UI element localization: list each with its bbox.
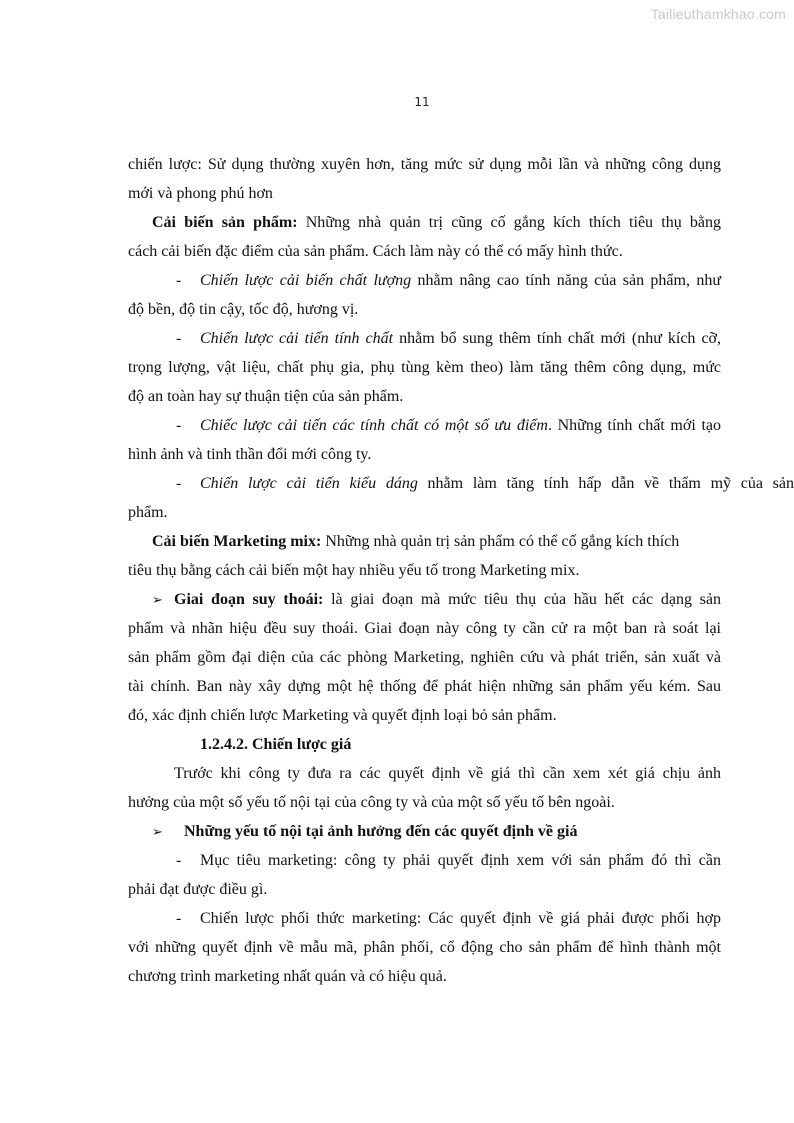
list-item: - Chiến lược cải tiến tính chất nhằm bổ sung thêm tính chất mới (như kích cỡ,	[128, 324, 721, 353]
decline-stage-item: ➢ Giai đoạn suy thoái: là giai đoạn mà mức tiêu thụ của hầu hết các dạng sản	[128, 585, 721, 614]
paragraph-line: chiến lược: Sử dụng thường xuyên hơn, tăng mức sử dụng mỗi lần và những công dụng	[128, 156, 721, 173]
paragraph-line: hưởng của một số yếu tố nội tại của công ty và của một số yếu tố bên ngoài.	[128, 794, 615, 811]
list-item: - Chiến lược phối thức marketing: Các quyết định về giá phải được phối hợp	[128, 904, 721, 933]
paragraph-line: phẩm.	[128, 504, 168, 521]
document-body	[128, 150, 794, 991]
italic-term: Chiến lược cải biến chất lượng	[200, 272, 412, 289]
bold-term: Cải biến sản phẩm:	[152, 214, 298, 231]
paragraph-line: độ an toàn hay sự thuận tiện của sản phẩm.	[128, 388, 404, 405]
paragraph-line: chương trình marketing nhất quán và có hiệu quả.	[128, 968, 447, 985]
paragraph-line: trọng lượng, vật liệu, chất phụ gia, phụ tùng kèm theo) làm tăng thêm công dụng, mức	[128, 359, 721, 376]
bold-term: Cải biến Marketing mix:	[152, 533, 322, 550]
watermark: Tailieuthamkhao.com	[650, 6, 786, 22]
marketing-mix-paragraph: Cải biến Marketing mix: Những nhà quản trị sản phẩm có thể cố gắng kích thích	[152, 533, 680, 550]
product-modification-paragraph: Cải biến sản phẩm: Những nhà quản trị cũng cố gắng kích thích tiêu thụ bằng	[152, 214, 721, 231]
dash-bullet: -	[176, 910, 182, 927]
italic-term: Chiến lược cải tiến tính chất	[200, 330, 394, 347]
paragraph-line: Trước khi công ty đưa ra các quyết định về giá thì cần xem xét giá chịu ảnh	[174, 765, 721, 782]
paragraph-line: với những quyết định về mẫu mã, phân phối, cổ động cho sản phẩm để hình thành một	[128, 939, 721, 956]
paragraph-line: đó, xác định chiến lược Marketing và quyết định loại bỏ sản phẩm.	[128, 707, 557, 724]
dash-bullet: -	[176, 852, 182, 869]
paragraph-line: phẩm và nhãn hiệu đều suy thoái. Giai đoạn này công ty cần cử ra một ban rà soát lại	[128, 620, 721, 637]
arrow-bullet-icon: ➢	[152, 825, 163, 840]
arrow-bullet-icon: ➢	[152, 593, 163, 608]
paragraph-line: phải đạt được điều gì.	[128, 881, 268, 898]
paragraph-line: tiêu thụ bằng cách cải biến một hay nhiều yếu tố trong Marketing mix.	[128, 562, 580, 579]
dash-bullet: -	[176, 417, 182, 434]
dash-bullet: -	[176, 475, 182, 492]
internal-factors-heading	[128, 817, 721, 846]
italic-term: Chiến lược cải tiến kiểu dáng	[200, 475, 418, 492]
paragraph-line: sản phẩm gồm đại diện của các phòng Marketing, nghiên cứu và phát triển, sản xuất và	[128, 649, 721, 666]
paragraph-line: độ bền, độ tin cậy, tốc độ, hương vị.	[128, 301, 359, 318]
paragraph-line: cách cải biến đặc điểm của sản phẩm. Cách làm này có thể có mấy hình thức.	[128, 243, 623, 260]
bold-term: Những yếu tố nội tại ảnh hưởng đến các quyết định về giá	[184, 823, 578, 840]
bold-term: Giai đoạn suy thoái:	[174, 591, 324, 608]
paragraph-line: hình ảnh và tinh thần đổi mới công ty.	[128, 446, 372, 463]
list-item: - Chiếc lược cải tiến các tính chất có một số ưu điểm. Những tính chất mới tạo	[128, 411, 721, 440]
italic-term: Chiếc lược cải tiến các tính chất có một số ưu điểm	[200, 417, 548, 434]
paragraph-line: mới và phong phú hơn	[128, 185, 273, 202]
list-item: - Mục tiêu marketing: công ty phải quyết định xem với sản phẩm đó thì cần	[128, 846, 721, 875]
paragraph-line: tài chính. Ban này xây dựng một hệ thống để phát hiện những sản phẩm yếu kém. Sau	[128, 678, 721, 695]
list-item: - Chiến lược cải biến chất lượng nhằm nâng cao tính năng của sản phẩm, như	[128, 266, 721, 295]
page-number: 11	[414, 95, 430, 109]
dash-bullet: -	[176, 272, 182, 289]
section-heading: 1.2.4.2. Chiến lược giá	[200, 736, 352, 753]
list-item: - Chiến lược cải tiến kiểu dáng nhằm làm tăng tính hấp dẫn về thẩm mỹ của sản	[128, 469, 794, 498]
dash-bullet: -	[176, 330, 182, 347]
